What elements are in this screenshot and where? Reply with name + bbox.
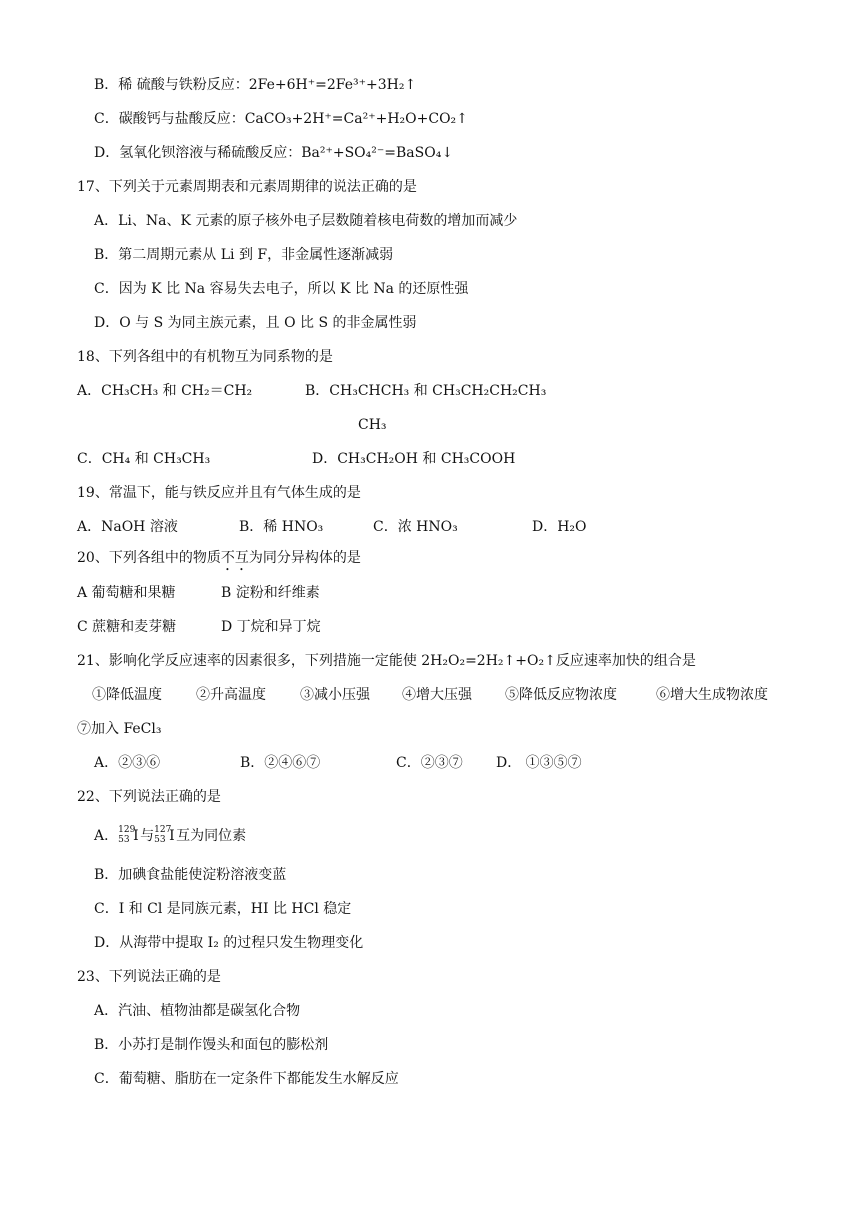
q17-option-c: C．因为 K 比 Na 容易失去电子，所以 K 比 Na 的还原性强 [94, 281, 469, 297]
q21-option-c: C．②③⑦ [396, 755, 463, 771]
q20-option-b: B 淀粉和纤维素 [221, 585, 320, 601]
iodine-127-nuclide: 127 53 I [154, 825, 175, 845]
q18-option-b: B．CH₃CHCH₃ 和 CH₃CH₂CH₂CH₃ [305, 383, 547, 399]
q21-measure-7: ⑦加入 FeCl₃ [77, 721, 162, 737]
q21-option-d: D． ①③⑤⑦ [496, 755, 582, 771]
q23-option-a: A．汽油、植物油都是碳氢化合物 [94, 1003, 301, 1019]
q20-stem-post: 为同分异构体的是 [248, 550, 361, 566]
q23-option-c: C．葡萄糖、脂肪在一定条件下都能发生水解反应 [94, 1071, 399, 1087]
q18-option-d: D．CH₃CH₂OH 和 CH₃COOH [312, 451, 516, 467]
q21-measure-2: ②升高温度 [196, 687, 266, 703]
q17-option-a: A．Li、Na、K 元素的原子核外电子层数随着核电荷数的增加而减少 [94, 213, 518, 229]
q22-option-d: D．从海带中提取 I₂ 的过程只发生物理变化 [94, 935, 364, 951]
q17-stem: 17、下列关于元素周期表和元素周期律的说法正确的是 [77, 179, 417, 195]
q22-option-c: C．I 和 Cl 是同族元素，HI 比 HCl 稳定 [94, 901, 352, 917]
q21-measure-5: ⑤降低反应物浓度 [505, 687, 617, 703]
q23-option-b: B．小苏打是制作馒头和面包的膨松剂 [94, 1037, 329, 1053]
q21-option-a: A．②③⑥ [94, 755, 161, 771]
q22-option-a-label: A． [94, 828, 119, 844]
q16-option-d: D．氢氧化钡溶液与稀硫酸反应：Ba²⁺+SO₄²⁻=BaSO₄↓ [94, 145, 454, 161]
q20-stem-emphasis: 不互 [220, 550, 249, 566]
q22-option-a-connector: 与 [140, 828, 155, 844]
q21-measure-1: ①降低温度 [92, 687, 162, 703]
q19-option-d: D．H₂O [532, 519, 587, 535]
q22-option-a-tail: 互为同位素 [176, 828, 247, 844]
q20-option-d: D 丁烷和异丁烷 [221, 619, 321, 635]
q19-option-a: A．NaOH 溶液 [77, 519, 178, 535]
q20-stem [77, 548, 361, 574]
q17-option-b: B．第二周期元素从 Li 到 F，非金属性逐渐减弱 [94, 247, 394, 263]
q16-option-b: B．稀 硫酸与铁粉反应：2Fe+6H⁺=2Fe³⁺+3H₂↑ [94, 77, 417, 93]
q18-stem: 18、下列各组中的有机物互为同系物的是 [77, 349, 333, 365]
q22-option-b: B．加碘食盐能使淀粉溶液变蓝 [94, 867, 287, 883]
q20-stem-pre: 20、下列各组中的物质 [77, 550, 221, 566]
q19-stem: 19、常温下，能与铁反应并且有气体生成的是 [77, 485, 361, 501]
q20-option-c: C 蔗糖和麦芽糖 [77, 619, 177, 635]
q18-option-a: A．CH₃CH₃ 和 CH₂＝CH₂ [77, 383, 253, 399]
q16-option-c: C．碳酸钙与盐酸反应：CaCO₃+2H⁺=Ca²⁺+H₂O+CO₂↑ [94, 111, 468, 127]
q21-stem: 21、影响化学反应速率的因素很多，下列措施一定能使 2H₂O₂=2H₂↑+O₂↑反应速率加快的组合是 [77, 653, 696, 669]
q23-stem: 23、下列说法正确的是 [77, 969, 221, 985]
q19-option-b: B．稀 HNO₃ [239, 519, 324, 535]
q21-measure-4: ④增大压强 [402, 687, 472, 703]
q17-option-d: D．O 与 S 为同主族元素，且 O 比 S 的非金属性弱 [94, 315, 417, 331]
q18-option-b-branch: CH₃ [358, 417, 387, 433]
q21-measure-3: ③减小压强 [300, 687, 370, 703]
q21-option-b: B．②④⑥⑦ [240, 755, 321, 771]
q19-option-c: C．浓 HNO₃ [373, 519, 458, 535]
q20-option-a: A 葡萄糖和果糖 [77, 585, 176, 601]
q22-stem: 22、下列说法正确的是 [77, 789, 221, 805]
q21-measure-6: ⑥增大生成物浓度 [656, 687, 768, 703]
q18-option-c: C．CH₄ 和 CH₃CH₃ [77, 451, 211, 467]
iodine-129-nuclide: 129 53 I [118, 825, 139, 845]
q22-option-a [94, 826, 246, 846]
